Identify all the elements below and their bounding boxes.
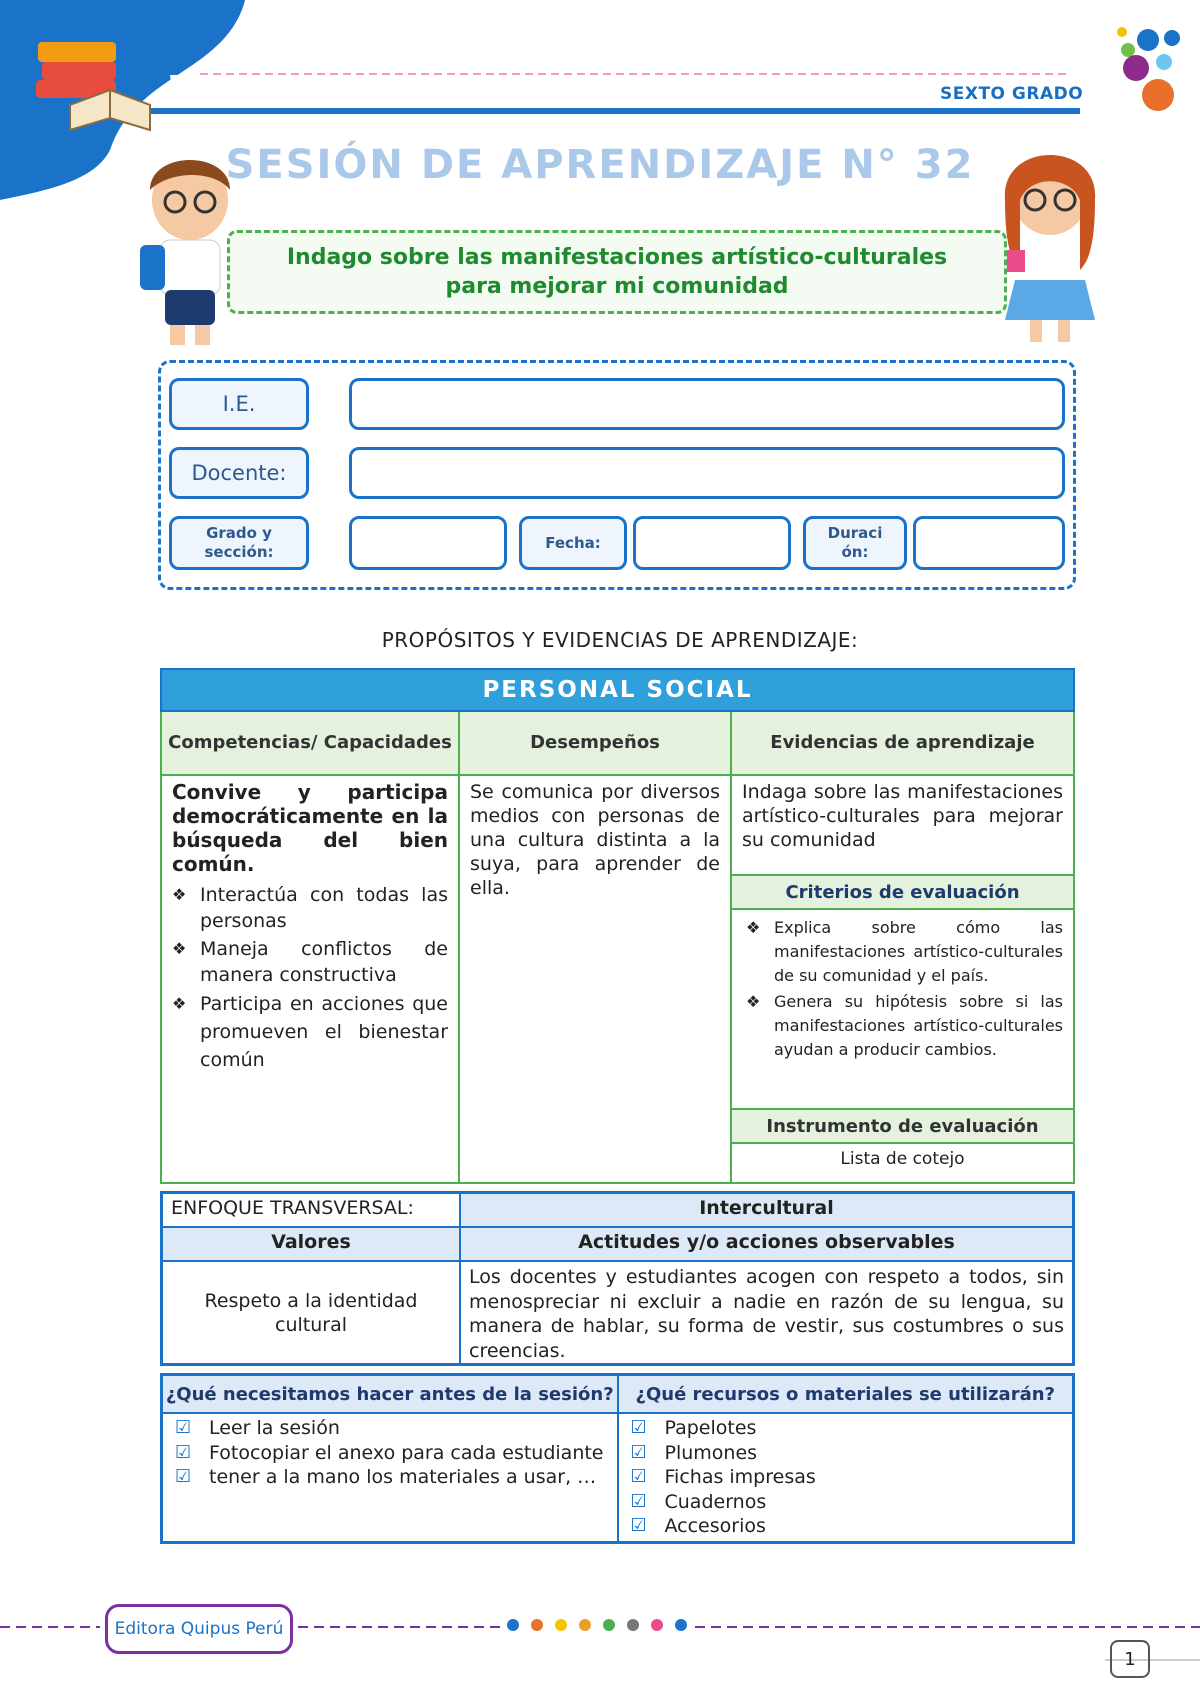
duracion-field[interactable] [913,516,1065,570]
checkbox-icon: ☑ [630,1441,647,1463]
evidencias-column [732,712,1073,1182]
subtitle-line-1: Indago sobre las manifestaciones artístico-culturales [286,245,948,270]
checkbox-icon: ☑ [630,1466,647,1487]
enfoque-table [160,1191,1075,1366]
list-item: ☑ Accesorios [630,1515,766,1537]
competencias-header: Competencias/ Capacidades [162,712,458,776]
info-box [158,360,1076,590]
desempeno-text: Se comunica por diversos medios con personas de una cultura distinta a la suya, para aprender de ella. [470,781,720,899]
checkbox-icon: ☑ [630,1490,647,1512]
checkbox-icon: ☑ [175,1441,192,1463]
subtitle-line-2: para mejorar mi comunidad [445,274,789,299]
list-item: ☑ Plumones [630,1441,758,1464]
instrumento-value: Lista de cotejo [840,1149,965,1169]
ie-field[interactable] [349,378,1065,430]
capacidades-list [162,882,458,1074]
criterios-header: Criterios de evaluación [732,874,1073,910]
list-item: ❖ Genera su hipótesis sobre si las manifestaciones artístico-culturales ayudan a producir cambios. [746,992,1063,1059]
fecha-field[interactable] [633,516,791,570]
grado-label [169,516,309,570]
docente-field[interactable] [349,447,1065,499]
desempenos-header: Desempeños [460,712,730,776]
list-item: ☑ Cuadernos [630,1490,767,1513]
list-item: ☑ tener a la mano los materiales a usar, … [175,1466,597,1488]
fecha-label: Fecha: [519,516,627,570]
list-item: ☑ Leer la sesión [175,1417,340,1439]
page-number: 1 [1110,1640,1150,1678]
actitudes-header: Actitudes y/o acciones observables [461,1228,1072,1262]
evidencias-header: Evidencias de aprendizaje [732,712,1073,776]
editorial-badge: Editora Quipus Perú [105,1604,293,1654]
instrumento-header: Instrumento de evaluación [732,1108,1073,1144]
evidencia-text: Indaga sobre las manifestaciones artístico-culturales para mejorar su comunidad [742,781,1063,851]
valor-text: Respeto a la identidad cultural [163,1262,461,1363]
grade-label: SEXTO GRADO [940,84,1084,104]
antes-header: ¿Qué necesitamos hacer antes de la sesión? [163,1376,617,1414]
purposes-table [160,668,1075,1184]
enfoque-label: ENFOQUE TRANSVERSAL: [163,1194,461,1228]
list-item: ☑ Fichas impresas [630,1466,816,1488]
valores-header: Valores [163,1228,461,1262]
grado-label-line-2: sección: [204,543,274,561]
duracion-label [803,516,907,570]
grado-field[interactable] [349,516,507,570]
list-item: ☑ Papelotes [630,1417,757,1439]
section-title: PROPÓSITOS Y EVIDENCIAS DE APRENDIZAJE: [381,628,859,652]
docente-label: Docente: [169,447,309,499]
recursos-header: ¿Qué recursos o materiales se utilizarán? [619,1376,1073,1414]
footer-pins-icon [507,1619,687,1631]
duracion-label-line-2: ón: [841,543,869,561]
desempenos-column [460,712,732,1182]
actitud-text: Los docentes y estudiantes acogen con respeto a todos, sin menospreciar ni excluir a nadie en razón de su lengua, su manera de hablar, su forma de vestir, sus costumbres o sus creencias. [469,1266,1064,1362]
checkbox-icon: ☑ [175,1417,192,1438]
decorative-dots-icon [1117,27,1180,111]
list-item: ❖ Maneja conflictos de manera constructiva [172,938,448,986]
competencias-column [162,712,460,1182]
checkbox-icon: ☑ [630,1515,647,1536]
preparation-table [160,1373,1075,1544]
competencia-text: Convive y participa democráticamente en la búsqueda del bien común. [172,780,448,876]
list-item: ❖ Explica sobre cómo las manifestaciones artístico-culturales de su comunidad y el país. [746,918,1063,985]
checkbox-icon: ☑ [630,1417,647,1438]
list-item: ☑ Fotocopiar el anexo para cada estudiante [175,1441,604,1464]
recursos-column [619,1376,1073,1541]
enfoque-value: Intercultural [461,1194,1072,1228]
list-item: ❖ Participa en acciones que promueven el bienestar común [172,993,448,1071]
antes-column [163,1376,619,1541]
ie-label: I.E. [169,378,309,430]
list-item: ❖ Interactúa con todas las personas [172,884,448,932]
grado-label-line-1: Grado y [206,524,272,542]
checkbox-icon: ☑ [175,1466,192,1487]
area-header: PERSONAL SOCIAL [160,668,1075,712]
criterios-list [732,910,1073,1108]
page-title: SESIÓN DE APRENDIZAJE N° 32 [225,142,975,188]
duracion-label-line-1: Duraci [827,524,883,542]
session-subtitle [227,230,1007,314]
